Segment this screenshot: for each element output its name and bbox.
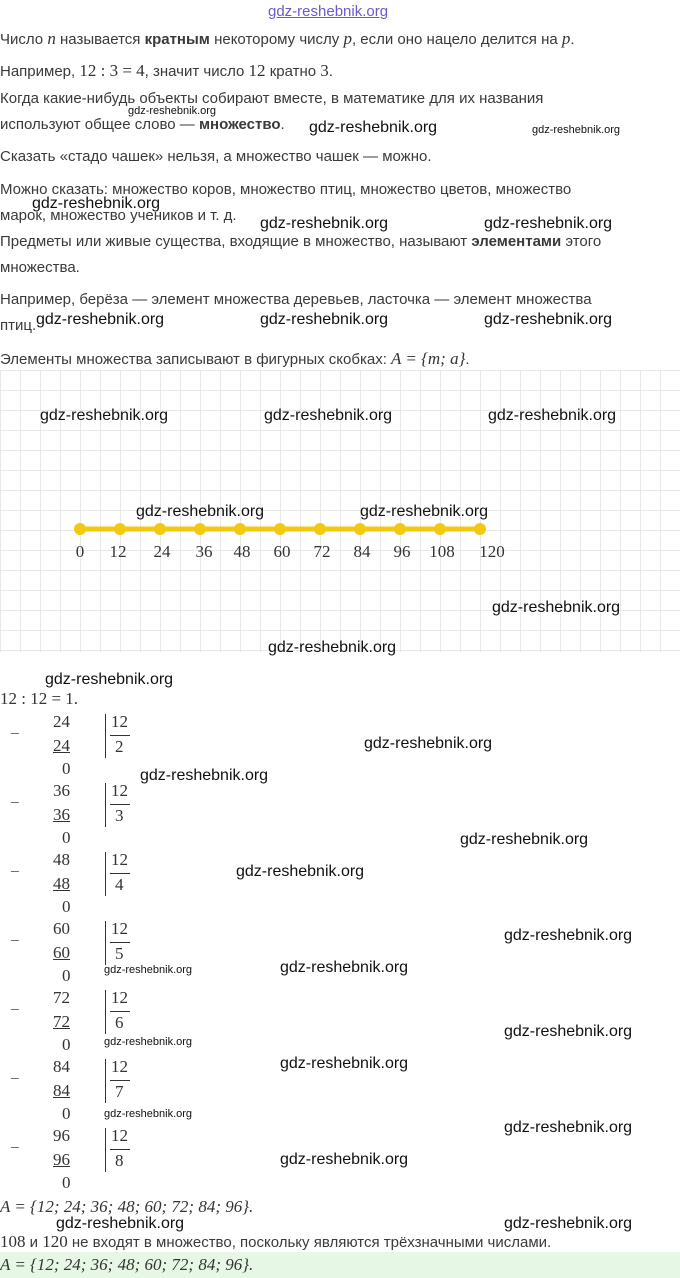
dividend: 48: [53, 850, 70, 869]
math-set: A = {m; a}: [391, 349, 466, 368]
divider-horizontal: [110, 1011, 130, 1012]
watermark: gdz-reshebnik.org: [309, 119, 438, 136]
dividend: 60: [53, 919, 70, 938]
divisor: 12: [111, 919, 128, 938]
remainder: 0: [62, 897, 71, 916]
math-expression: 12 : 3 = 4: [79, 61, 145, 80]
number-line-point: [354, 523, 366, 535]
number-line-point: [74, 523, 86, 535]
watermark: gdz-reshebnik.org: [460, 831, 589, 848]
watermark: gdz-reshebnik.org: [260, 311, 389, 328]
minus-sign: −: [10, 724, 20, 743]
quotient: 2: [115, 737, 124, 756]
math-number: 108: [0, 1232, 26, 1251]
watermark: gdz-reshebnik.org: [264, 407, 393, 424]
number-line-label: 60: [273, 542, 291, 561]
number-line-label: 48: [233, 542, 251, 561]
number-line-label: 84: [353, 542, 371, 561]
paragraph-tree-line1: Например, берёза — элемент множества деревьев, ласточка — элемент множества: [0, 291, 592, 308]
divisor: 12: [111, 988, 128, 1007]
text: .: [280, 116, 285, 133]
text: и: [25, 1234, 43, 1251]
number-line-label: 108: [429, 542, 455, 561]
number-line-label: 96: [393, 542, 411, 561]
minus-sign: −: [10, 793, 20, 812]
watermark: gdz-reshebnik.org: [268, 639, 397, 656]
minus-sign: −: [10, 1069, 20, 1088]
divider-horizontal: [110, 873, 130, 874]
divider-vertical: [105, 990, 106, 1034]
divisor: 12: [111, 850, 128, 869]
quotient: 8: [115, 1151, 124, 1170]
divider-vertical: [105, 714, 106, 758]
dividend: 36: [53, 781, 70, 800]
watermark: gdz-reshebnik.org: [492, 599, 621, 616]
text: Предметы или живые существа, входящие в множество, называют: [0, 233, 472, 250]
subtrahend: 24: [53, 736, 70, 755]
watermark: gdz-reshebnik.org: [104, 964, 193, 976]
remainder: 0: [62, 759, 71, 778]
divider-vertical: [105, 1128, 106, 1172]
divisor: 12: [111, 1126, 128, 1145]
bold-term: элементами: [471, 233, 562, 250]
watermark: gdz-reshebnik.org: [504, 1215, 633, 1232]
minus-sign: −: [10, 931, 20, 950]
watermark: gdz-reshebnik.org: [236, 863, 365, 880]
math-number: 3: [320, 61, 329, 80]
watermark: gdz-reshebnik.org: [280, 1055, 409, 1072]
watermark: gdz-reshebnik.org: [488, 407, 617, 424]
divider-horizontal: [110, 1149, 130, 1150]
text: .: [328, 63, 333, 80]
watermark: gdz-reshebnik.org: [360, 503, 489, 520]
paragraph-tree-line2: птиц.: [0, 317, 37, 334]
text: Например,: [0, 63, 80, 80]
remainder: 0: [62, 966, 71, 985]
math-number: 12: [248, 61, 266, 80]
watermark: gdz-reshebnik.org: [104, 1108, 193, 1120]
subtrahend: 96: [53, 1150, 70, 1169]
dividend: 96: [53, 1126, 70, 1145]
paragraph-example: [0, 62, 333, 81]
watermark: gdz-reshebnik.org: [136, 503, 265, 520]
remainder: 0: [62, 1035, 71, 1054]
dividend: 24: [53, 712, 70, 731]
bold-term: кратным: [144, 31, 210, 48]
watermark: gdz-reshebnik.org: [280, 959, 409, 976]
remainder: 0: [62, 1173, 71, 1192]
divider-horizontal: [110, 735, 130, 736]
text: некоторому числу: [209, 31, 344, 48]
divider-vertical: [105, 852, 106, 896]
remainder: 0: [62, 1104, 71, 1123]
subtrahend: 72: [53, 1012, 70, 1031]
number-line-point: [314, 523, 326, 535]
text: .: [465, 351, 470, 368]
number-line-label: 24: [153, 542, 171, 561]
paragraph-elements-line2: множества.: [0, 259, 80, 276]
number-line-label: 120: [479, 542, 505, 561]
watermark: gdz-reshebnik.org: [504, 927, 633, 944]
minus-sign: −: [10, 862, 20, 881]
paragraph-examples-line1: Можно сказать: множество коров, множество птиц, множество цветов, множество: [0, 181, 572, 198]
math-p: p: [561, 29, 571, 48]
paragraph-braces: [0, 350, 470, 369]
subtrahend: 84: [53, 1081, 70, 1100]
text: не входят в множество, поскольку являются трёхзначными числами.: [67, 1234, 552, 1251]
watermark: gdz-reshebnik.org: [484, 311, 613, 328]
quotient: 5: [115, 944, 124, 963]
set-result: A = {12; 24; 36; 48; 60; 72; 84; 96}.: [0, 1197, 254, 1216]
top-watermark[interactable]: gdz-reshebnik.org: [268, 3, 389, 20]
watermark: gdz-reshebnik.org: [484, 215, 613, 232]
quotient: 6: [115, 1013, 124, 1032]
divisor: 12: [111, 1057, 128, 1076]
paragraph-set-line1: Когда какие-нибудь объекты собирают вместе, в математике для их названия: [0, 90, 544, 107]
number-line-point: [474, 523, 486, 535]
number-line-point: [394, 523, 406, 535]
number-line-label: 36: [195, 542, 213, 561]
watermark: gdz-reshebnik.org: [104, 1036, 193, 1048]
remainder: 0: [62, 828, 71, 847]
watermark: gdz-reshebnik.org: [32, 195, 161, 212]
text: используют общее слово —: [0, 116, 199, 133]
divider-horizontal: [110, 1080, 130, 1081]
subtrahend: 48: [53, 874, 70, 893]
watermark: gdz-reshebnik.org: [532, 124, 621, 136]
divider-vertical: [105, 783, 106, 827]
paragraph-examples-line2: марок, множество учеников и т. д.: [0, 207, 237, 224]
divisor: 12: [111, 781, 128, 800]
dividend: 84: [53, 1057, 70, 1076]
note-three-digit: [0, 1233, 551, 1252]
divider-vertical: [105, 921, 106, 965]
minus-sign: −: [10, 1000, 20, 1019]
watermark: gdz-reshebnik.org: [128, 105, 217, 117]
text: называется: [55, 31, 145, 48]
math-n: n: [47, 29, 56, 48]
minus-sign: −: [10, 1138, 20, 1157]
subtrahend: 60: [53, 943, 70, 962]
watermark: gdz-reshebnik.org: [364, 735, 493, 752]
number-line-point: [434, 523, 446, 535]
paragraph-cups: Сказать «стадо чашек» нельзя, а множество чашек — можно.: [0, 148, 432, 165]
quotient: 3: [115, 806, 124, 825]
number-line-label: 0: [75, 542, 85, 561]
watermark: gdz-reshebnik.org: [36, 311, 165, 328]
quotient: 7: [115, 1082, 124, 1101]
text: этого: [561, 233, 602, 250]
watermark: gdz-reshebnik.org: [56, 1215, 185, 1232]
bold-term: множество: [198, 116, 281, 133]
divider-vertical: [105, 1059, 106, 1103]
watermark: gdz-reshebnik.org: [40, 407, 169, 424]
watermark: gdz-reshebnik.org: [280, 1151, 409, 1168]
answer: A = {12; 24; 36; 48; 60; 72; 84; 96}.: [0, 1255, 254, 1274]
paragraph-set-line2: [0, 116, 285, 134]
dividend: 72: [53, 988, 70, 1007]
watermark: gdz-reshebnik.org: [504, 1023, 633, 1040]
watermark: gdz-reshebnik.org: [260, 215, 389, 232]
math-number: 120: [42, 1232, 68, 1251]
number-line-point: [154, 523, 166, 535]
math-p: p: [343, 29, 352, 48]
number-line-point: [114, 523, 126, 535]
first-division: 12 : 12 = 1.: [0, 689, 79, 708]
number-line-point: [234, 523, 246, 535]
divider-horizontal: [110, 942, 130, 943]
number-line-point: [194, 523, 206, 535]
subtrahend: 36: [53, 805, 70, 824]
paragraph-multiple-definition: [0, 30, 575, 49]
text: , значит число: [144, 63, 249, 80]
watermark: gdz-reshebnik.org: [140, 767, 269, 784]
number-line-label: 72: [313, 542, 331, 561]
quotient: 4: [115, 875, 124, 894]
text: кратно: [265, 63, 321, 80]
watermark: gdz-reshebnik.org: [504, 1119, 633, 1136]
divider-horizontal: [110, 804, 130, 805]
text: , если оно нацело делится на: [351, 31, 562, 48]
paragraph-elements-line1: [0, 233, 601, 251]
text: Число: [0, 31, 48, 48]
divisor: 12: [111, 712, 128, 731]
text: Элементы множества записывают в фигурных скобках:: [0, 351, 392, 368]
text: .: [570, 31, 575, 48]
number-line-label: 12: [109, 542, 127, 561]
watermark: gdz-reshebnik.org: [45, 671, 174, 688]
number-line-point: [274, 523, 286, 535]
